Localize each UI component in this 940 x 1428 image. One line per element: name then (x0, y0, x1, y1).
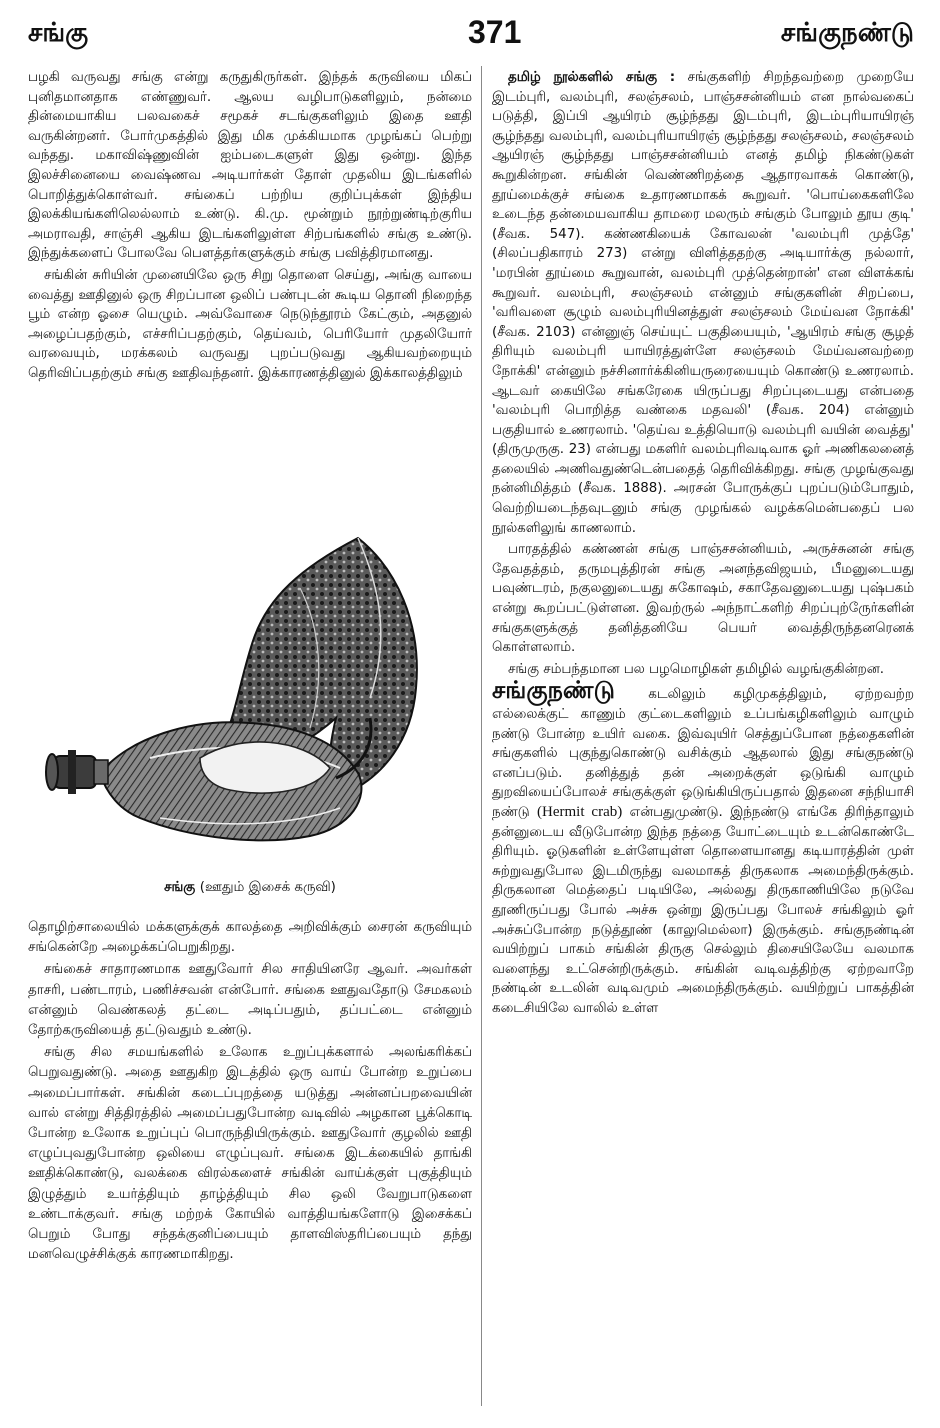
right-column (492, 68, 914, 1418)
running-head-left: சங்கு (28, 18, 89, 48)
entry-headword: சங்குநண்டு (492, 676, 615, 705)
page-number: 371 (468, 14, 522, 50)
conch-shell-illustration (40, 528, 460, 878)
caption-subtitle: (ஊதும் இசைக் கருவி) (199, 880, 336, 895)
paragraph: சங்கைச் சாதாரணமாக ஊதுவோர் சில சாதியினரே ஆவர். அவர்கள் தாசரி, பண்டாரம், பணிச்சவன் என்போர். சங்கை ஊதுவதோடு சேமகலம் என்னும் வெண்கலத் தட்டை அடிப்பதும், தப்பட்டை என்னும் தோற்கருவியைத் தட்டுவதும் உண்டு. (28, 962, 472, 1039)
figure-caption (28, 880, 472, 896)
entry-paragraph (492, 676, 914, 1018)
column-divider (481, 66, 482, 1406)
left-column-top (28, 68, 472, 523)
paragraph: பாரதத்தில் கண்ணன் சங்கு பாஞ்சசன்னியம், அருச்சுனன் சங்கு தேவதத்தம், தருமபுத்திரன் சங்கு அனந்தவிஜயம், பீமனுடையது பவுண்டரம், நகுலனுடையது சுகோஷம், சகாதேவனுடையது புஷ்பகம் என்று கூறப்பட்டுள்ளன. இவற்ருல் அந்நாட்களிற் சிறப்புற்ருேர்களின் சங்குகளுக்குத் தனித்தனியே பெயர் வைத்திருந்தனரெனக் கொள்ளலாம். (492, 542, 914, 656)
conch-shell-figure (40, 528, 460, 878)
paragraph (492, 68, 914, 538)
entry-text: கடலிலும் கழிமுகத்திலும், ஏற்றவற்ற எல்லைக்குட் காணும் குட்டைகளிலும் உப்பங்கழிகளிலும் வாழும் நண்டு போன்ற உயிர் வகை. இவ்வுயிர் செத்துப்போன நத்தைகளின் சங்குகளில் புகுந்துகொண்டு வசிக்கும் ஆதலால் இது சங்குநண்டு எனப்படும். தனித்துத் தன் அறைக்குள் ஒடுங்கி வாழும் துறவியைப்போலச் சங்குக்குள் ஒடுங்கியிருப்பதால் இதனை சந்நியாசி நண்டு (492, 687, 914, 820)
left-column-bottom (28, 918, 472, 1418)
paragraph: சங்கின் சுரியின் முனையிலே ஒரு சிறு தொளை செய்து, அங்கு வாயை வைத்து ஊதினுல் ஒரு சிறப்பான ஒலிப் பண்புடன் கூடிய தொனி நிறைந்த பூம் என்ற ஓசை யெழும். அவ்வோசை நெடுந்தூரம் கேட்கும், அதனுல் அழைப்பதற்கும், எச்சரிப்பதற்கும், தெய்வம், பெரியோர் முதலியோர் வரவையும், மரக்கலம் வருவது புறப்படுவது ஆகியவற்றையும் தெரிவிப்பதற்கும் சங்கு ஊதிவந்தனர். இக்காரணத்தினுல் இக்காலத்திலும் (28, 267, 472, 381)
paragraph: தொழிற்சாலையில் மக்களுக்குக் காலத்தை அறிவிக்கும் சைரன் கருவியும் சங்கென்றே அழைக்கப்பெறுகிறது. (28, 920, 472, 956)
page-header (28, 14, 914, 62)
caption-title: சங்கு (164, 880, 196, 895)
running-head-right: சங்குநண்டு (780, 18, 914, 48)
english-term: (Hermit crab) (537, 803, 623, 820)
paragraph: சங்கு சம்பந்தமான பல பழமொழிகள் தமிழில் வழங்குகின்றன. (508, 661, 884, 677)
entry-text-continued: என்பதுமுண்டு. இந்நண்டு எங்கே திரிந்தாலும் தன்னுடைய வீடுபோன்ற இந்த நத்தை யோட்டையும் உடன்கொண்டே திரியும். ஓடுகளின் உள்ளேயுள்ள தொளையானது கடியாரத்தின் முள் சுற்றுவதுபோல இடமிருந்து வலமாகத் திருகலாக அமைந்திருக்கும். திருகலான மெத்தைப் படியிலே, அல்லது திருகாணியிலே நடுவே தூணிருப்பது போல் அச்சு ஒன்று இருப்பது போலச் சங்கிலும் ஓர் அச்சுப்போன்ற நடுத்தூண் (காலுமெல்லா) இருக்கும். சங்குநண்டின் வயிற்றுப் பாகம் சங்கின் திருகு செல்லும் திசையிலேயே வலமாக வளைந்து உட்சென்றிருக்கும். சங்கின் வடிவத்திற்கு ஏற்றவாறே நண்டின் உடலின் வடிவமும் அமைந்திருக்கும். வயிற்றுப் பாகத்தின் கடைசியிலே வாலில் உள்ள (492, 804, 914, 1016)
paragraph-text: சங்குகளிற் சிறந்தவற்றை முறையே இடம்புரி, வலம்புரி, சலஞ்சலம், பாஞ்சசன்னியம் என நால்வகைப் படுத்தி, இப்பி ஆயிரம் சூழ்ந்தது இடம்புரி, இடம்புரியாயிரஞ் சூழ்ந்தது வலம்புரி, வலம்புரியாயிரஞ் சூழ்ந்தது சலஞ்சலம், சலஞ்சலம் ஆயிரஞ் சூழ்ந்தது பாஞ்சசன்னியம் எனத் தமிழ் நிகண்டுகள் கூறுகின்றன. சங்கின் வெண்ணிறத்தை ஆதாரவாகக் கொண்டு, தூய்மைக்குச் சங்கை உதாரணமாகக் கூறுவர். 'பொய்கைகளிலே உடைந்த தன்மையவாகிய தாமரை மலரும் சங்கும் போலும் தூய குடி' (சீவக. 547). கண்ணகியைக் கோவலன் 'வலம்புரி முத்தே' (சிலப்பதிகாரம் 273) என்று விளித்ததற்கு அடியார்க்கு நல்லார், 'மரபின் தூய்மை கூறுவான், வலம்புரி முத்தென்றான்' என விளக்கங் கூறுவர். வலம்புரி, சலஞ்சலம் என்னும் சங்குகளின் சிறப்பை, 'வரிவளை சூழும் வலம்புரியினத்துள் சலஞ்சலம் மேய்வன நோக்கி' (சீவக. 2103) என்னுஞ் செய்யுட் பகுதியையும், 'ஆயிரம் சங்கு சூழத் திரியும் வலம்புரி யாயிரத்துள்ளே சலஞ்சலம் மேய்வனவற்றை நோக்கி' என்னும் நச்சினார்க்கினியருரையையும் கொண்டு உணரலாம். ஆடவர் கையிலே சங்கரேகை யிருப்பது சிறப்புடையது என்பதை 'வலம்புரி பொறித்த வண்கை மதவலி' (சீவக. 204) என்னும் பகுதியால் உணரலாம். 'தெய்வ உத்தியொடு வலம்புரி வயின் வைத்து' (திருமுருகு. 23) என்பது மகளிர் வலம்புரிவடிவாக ஓர் அணிகலனைத் தலையில் அணிவதுண்டென்பதைத் தெரிவிக்கிறது. சங்கு முழங்குவது நன்னிமித்தம் (சீவக. 1888). அரசன் போருக்குப் புறப்படும்போதும், வெற்றியடைந்தவுடனும் சங்கு முழங்கல் வழக்கமென்பதைப் பல நூல்களிலுங் காணலாம். (492, 70, 914, 536)
paragraph: பழகி வருவது சங்கு என்று கருதுகிருர்கள். இந்தக் கருவியை மிகப் புனிதமானதாக எண்ணுவர். ஆலய வழிபாடுகளிலும், நன்மை தின்மையாகிய பலவகைச் சமூகச் சடங்குகளிலும் இதை ஊதி வருகின்றனர். போர்முகத்தில் இது மிக முக்கியமாக முழங்கப் பெற்று வந்தது. மகாவிஷ்ணுவின் ஐம்படைகளுள் இது ஒன்று. இந்த இலச்சினையை வைஷ்ணவ அடியார்கள் தோள் முதலிய இடங்களில் பொறித்துக்கொள்வர். சங்கைப் பற்றிய குறிப்புக்கள் இந்திய இலக்கியங்களிலெல்லாம் உண்டு. கி.மு. மூன்றும் நூற்றுண்டிற்குரிய அமராவதி, சாஞ்சி ஆகிய இடங்களிலுள்ள சிற்பங்களில் சங்கு உண்டு. இந்துக்களைப் போலவே பௌத்தர்களுக்கும் சங்கு பவித்திரமானது. (28, 70, 472, 262)
paragraph: சங்கு சில சமயங்களில் உலோக உறுப்புக்களால் அலங்கரிக்கப் பெறுவதுண்டு. அதை ஊதுகிற இடத்தில் ஒரு வாய் போன்ற உறுப்பை அமைப்பார்கள். சங்கின் கடைப்புறத்தை யடுத்து அன்னப்பறவையின் வால் என்று சித்திரத்தில் அமைப்பதுபோன்ற வடிவில் அழகான பூக்கொடி போன்ற உலோக உறுப்புப் பொருந்தியிருக்கும். ஊதுவோர் குழலில் ஊதி எழுப்புவதுபோன்ற ஒலியை எழுப்புவர். சங்கை இடக்கையில் தாங்கி ஊதிக்கொண்டு, வலக்கை விரல்களைச் சங்கின் வாய்க்குள் புகுத்தியும் இழுத்தும் உயர்த்தியும் தாழ்த்தியும் சில ஒலி வேறுபாடுகளை உண்டாக்குவர். சங்கு மற்றக் கோயில் வாத்தியங்களோடு இசைக்கப் பெறும் போது சந்தக்குனிப்பையும் தாளவிஸ்தரிப்பையும் தந்து மனவெழுச்சிக்குக் காரணமாகிறது. (28, 1045, 472, 1263)
section-heading: தமிழ் நூல்களில் சங்கு : (508, 70, 676, 85)
